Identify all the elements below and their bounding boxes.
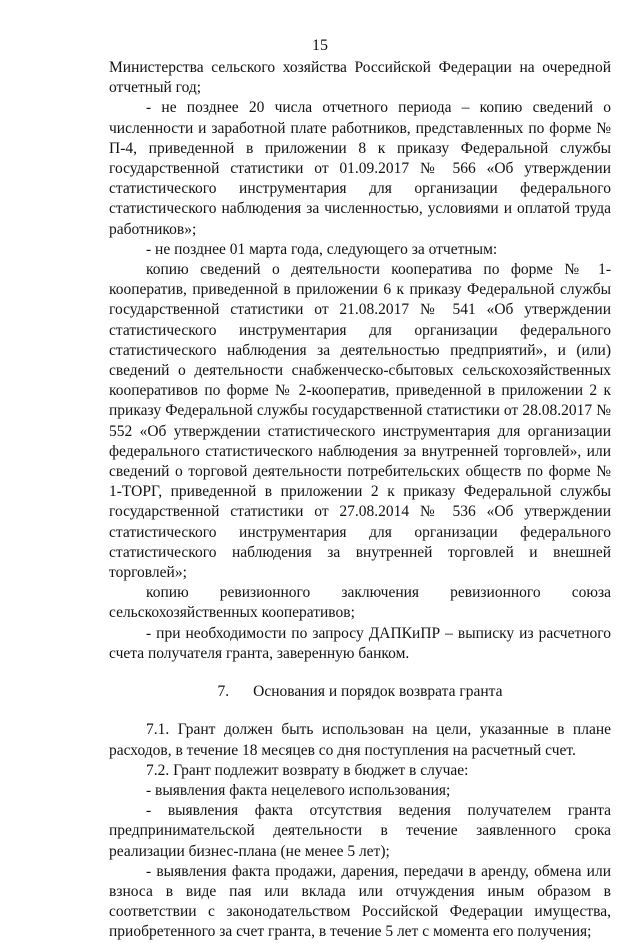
paragraph: - выявления факта отсутствия ведения получателем гранта предпринимательской деятельности в течение заявленного срока реализации бизнес-плана (не менее 5 лет); bbox=[109, 802, 611, 860]
section-title: Основания и порядок возврата гранта bbox=[253, 683, 503, 701]
paragraph: 7.1. Грант должен быть использован на цели, указанные в плане расходов, в течение 18 месяцев со дня поступления на расчетный счет. bbox=[109, 721, 611, 759]
paragraph: Министерства сельского хозяйства Российской Федерации на очередной отчетный год; bbox=[109, 59, 611, 97]
paragraph: копию сведений о деятельности кооператива по форме № 1-кооператив, приведенной в приложении 6 к приказу Федеральной службы государственной статистики от 21.08.2017 № 541 «Об утверждении статистического инструментария для организации федерального статистического наблюдения за деятельностью предприятий», и (или) сведений о деятельности снабженческо-сбытовых сельскохозяйственных кооперативов по форме № 2-кооператив, приведенной в приложении 2 к приказу Федеральной службы государственной статистики от 28.08.2017 № 552 «Об утверждении статистического инструментария для организации федерального статистического наблюдения за внутренней торговлей», или сведений о торговой деятельности потребительских обществ по форме № 1-ТОРГ, приведенной в приложении 2 к приказу Федеральной службы государственной статистики от 27.08.2014 № 536 «Об утверждении статистического инструментария для организации федерального статистического наблюдения за внутренней торговлей и внешней торговлей»; bbox=[109, 261, 611, 582]
document-body bbox=[109, 58, 611, 943]
paragraph: - выявления факта продажи, дарения, передачи в аренду, обмена или взноса в виде пая или вклада или отчуждения иным образом в соответствии с законодательством Российской Федерации имущества, приобретенного за счет гранта, в течение 5 лет с момента его получения; bbox=[109, 862, 611, 941]
paragraph: - выявления факта нецелевого использования; bbox=[146, 781, 451, 799]
paragraph: 7.2. Грант подлежит возврату в бюджет в случае: bbox=[146, 761, 469, 779]
section-number: 7. bbox=[217, 683, 230, 701]
paragraph: - не позднее 01 марта года, следующего за отчетным: bbox=[146, 240, 498, 258]
paragraph: копию ревизионного заключения ревизионного союза сельскохозяйственных кооперативов; bbox=[109, 584, 611, 622]
page-number: 15 bbox=[312, 37, 328, 54]
section-heading bbox=[109, 682, 611, 702]
paragraph: - не позднее 20 числа отчетного периода – копию сведений о численности и заработной плате работников, представленных по форме № П-4, приведенной в приложении 8 к приказу Федеральной службы государственной статистики от 01.09.2017 № 566 «Об утверждении статистического инструментария для организации федерального статистического наблюдения за численностью, условиями и оплатой труда работников»; bbox=[109, 99, 611, 238]
paragraph: - при необходимости по запросу ДАПКиПР – выписку из расчетного счета получателя гранта, заверенную банком. bbox=[109, 624, 611, 662]
